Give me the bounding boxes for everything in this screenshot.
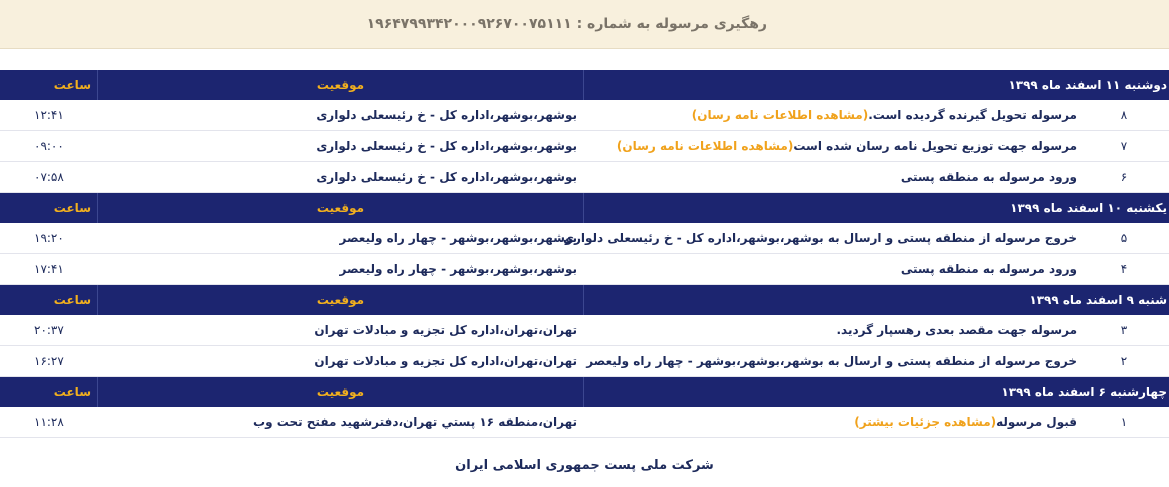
- view-postman-info-link[interactable]: (مشاهده اطلاعات نامه رسان): [691, 108, 869, 122]
- event-description: [584, 108, 1079, 122]
- day-date: چهارشنبه ۶ اسفند ماه ۱۳۹۹: [1001, 385, 1167, 399]
- day-date: یکشنبه ۱۰ اسفند ماه ۱۳۹۹: [1010, 201, 1167, 215]
- event-number: ۳: [1120, 323, 1128, 337]
- event-time: ۰۷:۵۸: [34, 170, 64, 184]
- event-description: [562, 231, 1079, 245]
- event-description: [584, 354, 1079, 368]
- event-location: بوشهر،بوشهر،اداره کل - خ رئیسعلی دلواری: [316, 108, 577, 122]
- event-number: ۲: [1120, 354, 1128, 368]
- event-description-text: ورود مرسوله به منطقه پستی: [900, 170, 1077, 184]
- day-group-header: [0, 377, 1169, 407]
- event-description: [584, 262, 1079, 276]
- event-time: ۱۱:۲۸: [34, 415, 64, 429]
- table-row: [0, 346, 1169, 377]
- event-number: ۱: [1120, 415, 1128, 429]
- table-row: [0, 315, 1169, 346]
- tracking-title: رهگیری مرسوله به شماره : ۱۹۶۴۷۹۹۳۴۲۰۰۰۹۲۶۷۰۰۷۵۱۱۱: [366, 16, 767, 32]
- footer-company-name: شرکت ملی پست جمهوری اسلامی ایران: [455, 458, 714, 473]
- event-time: ۱۹:۲۰: [34, 231, 64, 245]
- day-date: دوشنبه ۱۱ اسفند ماه ۱۳۹۹: [1008, 78, 1167, 92]
- event-location: تهران،تهران،اداره کل تجزیه و مبادلات تهران: [314, 323, 577, 337]
- event-time: ۰۹:۰۰: [34, 139, 64, 153]
- time-column-header: ساعت: [53, 385, 91, 399]
- event-description-text: مرسوله جهت توزیع تحویل نامه رسان شده است: [793, 139, 1077, 153]
- location-column-header: موقعیت: [97, 193, 584, 223]
- table-row: [0, 254, 1169, 285]
- table-row: [0, 100, 1169, 131]
- event-location: بوشهر،بوشهر،بوشهر - چهار راه ولیعصر: [339, 231, 577, 245]
- event-number: ۸: [1120, 108, 1128, 122]
- event-description-text: خروج مرسوله از منطقه پستی و ارسال به بوشهر،بوشهر،بوشهر - چهار راه ولیعصر: [586, 354, 1077, 368]
- event-description: [584, 323, 1079, 337]
- event-location: تهران،تهران،اداره کل تجزیه و مبادلات تهران: [314, 354, 577, 368]
- tracking-title-bar: [0, 0, 1169, 49]
- event-location: بوشهر،بوشهر،اداره کل - خ رئیسعلی دلواری: [316, 139, 577, 153]
- event-description-text: مرسوله جهت مقصد بعدی رهسپار گردید.: [836, 323, 1077, 337]
- event-location: بوشهر،بوشهر،بوشهر - چهار راه ولیعصر: [339, 262, 577, 276]
- day-group-header: [0, 285, 1169, 315]
- tracking-table: [0, 70, 1169, 438]
- table-row: [0, 131, 1169, 162]
- event-description-text: قبول مرسوله: [996, 415, 1077, 429]
- event-description-text: ورود مرسوله به منطقه پستی: [900, 262, 1077, 276]
- event-time: ۱۲:۴۱: [34, 108, 64, 122]
- location-column-header: موقعیت: [97, 377, 584, 407]
- event-time: ۱۷:۴۱: [34, 262, 64, 276]
- day-group-header: [0, 193, 1169, 223]
- event-number: ۵: [1120, 231, 1128, 245]
- day-group-header: [0, 70, 1169, 100]
- view-postman-info-link[interactable]: (مشاهده اطلاعات نامه رسان): [616, 139, 794, 153]
- time-column-header: ساعت: [53, 78, 91, 92]
- time-column-header: ساعت: [53, 293, 91, 307]
- table-row: [0, 162, 1169, 193]
- event-description: [584, 139, 1079, 153]
- table-row: [0, 407, 1169, 438]
- event-time: ۱۶:۲۷: [34, 354, 64, 368]
- time-column-header: ساعت: [53, 201, 91, 215]
- view-more-details-link[interactable]: (مشاهده جزئیات بیشتر): [854, 415, 997, 429]
- event-description-text: خروج مرسوله از منطقه پستی و ارسال به بوشهر،بوشهر،اداره کل - خ رئیسعلی دلواری: [562, 231, 1077, 245]
- event-description: [584, 170, 1079, 184]
- location-column-header: موقعیت: [97, 70, 584, 100]
- location-column-header: موقعیت: [97, 285, 584, 315]
- event-location: بوشهر،بوشهر،اداره کل - خ رئیسعلی دلواری: [316, 170, 577, 184]
- event-number: ۷: [1120, 139, 1128, 153]
- event-number: ۴: [1120, 262, 1128, 276]
- event-description-text: مرسوله تحویل گیرنده گردیده است.: [868, 108, 1077, 122]
- event-location: تهران،منطقه ۱۶ پستي تهران،دفترشهيد مفتح تحت وب: [253, 415, 577, 429]
- event-description: [584, 415, 1079, 429]
- table-row: [0, 223, 1169, 254]
- day-date: شنبه ۹ اسفند ماه ۱۳۹۹: [1029, 293, 1167, 307]
- event-time: ۲۰:۳۷: [34, 323, 64, 337]
- event-number: ۶: [1120, 170, 1128, 184]
